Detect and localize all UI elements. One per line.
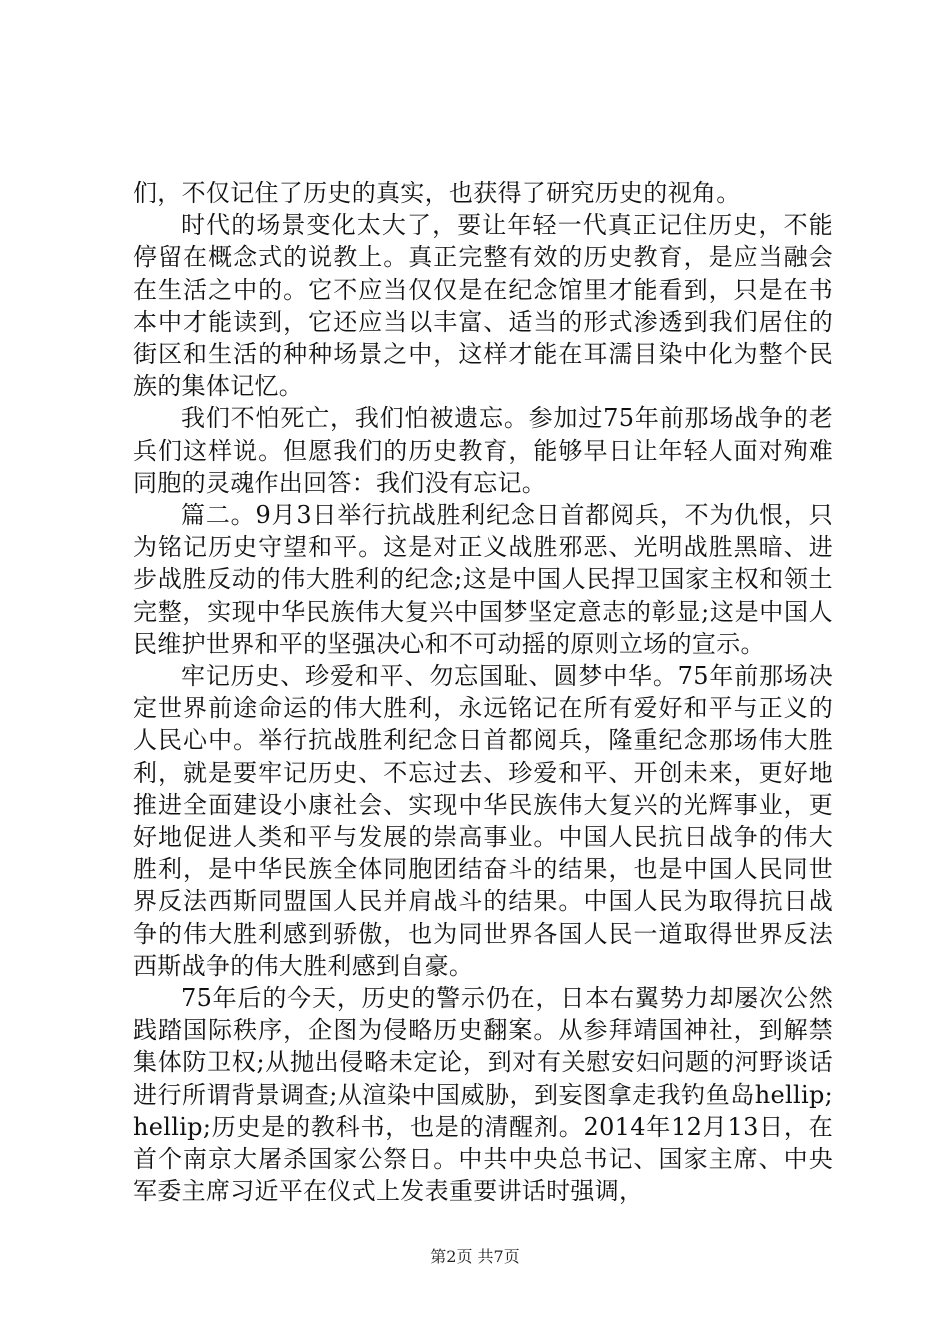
paragraph-not-forgotten: 我们不怕死亡，我们怕被遗忘。参加过75年前那场战争的老兵们这样说。但愿我们的历史教育，能够早日让年轻人面对殉难同胞的灵魂作出回答：我们没有忘记。 — [133, 404, 833, 497]
document-body — [133, 177, 833, 1208]
paragraph-history-education: 时代的场景变化太大了，要让年轻一代真正记住历史，不能停留在概念式的说教上。真正完整有效的历史教育，是应当融会在生活之中的。它不应当仅仅是在纪念馆里才能看到，只是在书本中才能读到，它还应当以丰富、适当的形式渗透到我们居住的街区和生活的种种场景之中，这样才能在耳濡目染中化为整个民族的集体记忆。 — [133, 211, 833, 401]
paragraph-continuation: 们，不仅记住了历史的真实，也获得了研究历史的视角。 — [133, 179, 741, 207]
paragraph-part-two-parade: 篇二。9月3日举行抗战胜利纪念日首都阅兵，不为仇恨，只为铭记历史守望和平。这是对正义战胜邪恶、光明战胜黑暗、进步战胜反动的伟大胜利的纪念;这是中国人民捍卫国家主权和领土完整，实现中华民族伟大复兴中国梦坚定意志的彰显;这是中国人民维护世界和平的坚强决心和不可动摇的原则立场的宣示。 — [133, 501, 833, 658]
paragraph-remember-history: 牢记历史、珍爱和平、勿忘国耻、圆梦中华。75年前那场决定世界前途命运的伟大胜利，永远铭记在所有爱好和平与正义的人民心中。举行抗战胜利纪念日首都阅兵，隆重纪念那场伟大胜利，就是要牢记历史、不忘过去、珍爱和平、开创未来，更好地推进全面建设小康社会、实现中华民族伟大复兴的光辉事业，更好地促进人类和平与发展的崇高事业。中国人民抗日战争的伟大胜利，是中华民族全体同胞团结奋斗的结果，也是中国人民同世界反法西斯同盟国人民并肩战斗的结果。中国人民为取得抗日战争的伟大胜利感到骄傲，也为同世界各国人民一道取得世界反法西斯战争的伟大胜利感到自豪。 — [133, 662, 833, 980]
paragraph-75-years-later: 75年后的今天，历史的警示仍在，日本右翼势力却屡次公然践踏国际秩序，企图为侵略历史翻案。从参拜靖国神社，到解禁集体防卫权;从抛出侵略未定论，到对有关慰安妇问题的河野谈话进行所谓背景调查;从渲染中国威胁，到妄图拿走我钓鱼岛hellip;hellip;历史是的教科书，也是的清醒剂。2014年12月13日，在首个南京大屠杀国家公祭日。中共中央总书记、国家主席、中央军委主席习近平在仪式上发表重要讲话时强调， — [133, 984, 833, 1206]
page-number-footer: 第2页 共7页 — [430, 1247, 520, 1266]
